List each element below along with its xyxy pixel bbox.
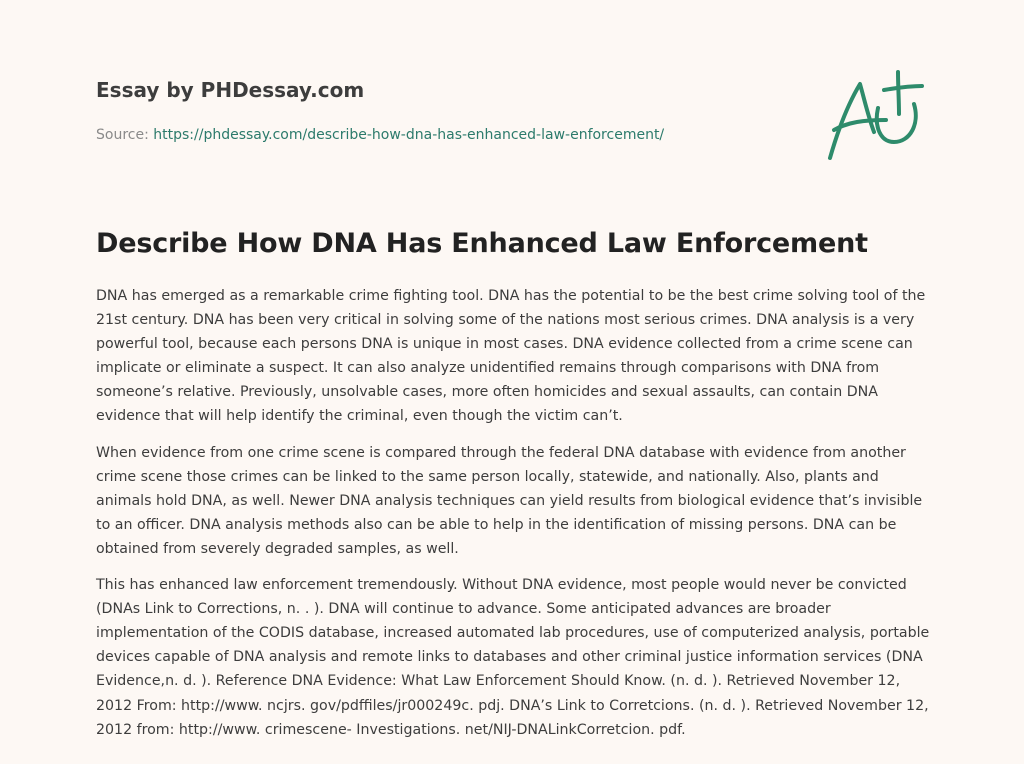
source-line [96,126,796,144]
essay-title: Describe How DNA Has Enhanced Law Enforcement [96,228,868,259]
essay-header [96,76,796,144]
essay-paragraph: When evidence from one crime scene is compared through the federal DNA database with evidence from another crime scene those crimes can be linked to the same person locally, statewide, and nationally. Also, plants and animals hold DNA, as well. Newer DNA analysis techniques can yield results from biological evidence that’s invisible to an officer. DNA analysis methods also can be able to help in the identification of missing persons. DNA can be obtained from severely degraded samples, as well. [96,444,923,557]
brand-name: Essay by PHDessay.com [96,78,365,102]
essay-paragraph: This has enhanced law enforcement tremendously. Without DNA evidence, most people would never be convicted (DNAs Link to Corrections, n. . ). DNA will continue to advance. Some anticipated advances are broader implementation of the CODIS database, increased automated lab procedures, use of computerized analysis, portable devices capable of DNA analysis and remote links to databases and other criminal justice information services (DNA Evidence,n. d. ). Reference DNA Evidence: What Law Enforcement Should Know. (n. d. ). Retrieved November 12, 2012 From: http://www. ncjrs. gov/pdffiles/jr000249c. pdj. DNA’s Link to Corretcions. (n. d. ). Retrieved November 12, 2012 from: http://www. crimescene- Investigations. net/NIJ-DNALinkCorretcion. pdf. [96,577,930,738]
essay-paragraph: DNA has emerged as a remarkable crime fighting tool. DNA has the potential to be the best crime solving tool of the 21st century. DNA has been very critical in solving some of the nations most serious crimes. DNA analysis is a very powerful tool, because each persons DNA is unique in most cases. DNA evidence collected from a crime scene can implicate or eliminate a suspect. It can also analyze unidentified remains through comparisons with DNA from someone’s relative. Previously, unsolvable cases, more often homicides and sexual assaults, can contain DNA evidence that will help identify the criminal, even though the victim can’t. [96,288,926,425]
source-link[interactable]: https://phdessay.com/describe-how-dna-has-enhanced-law-enforcement/ [153,127,665,143]
source-label: Source: [96,127,154,143]
essay-body [96,284,932,754]
a-plus-logo-icon [820,68,928,166]
